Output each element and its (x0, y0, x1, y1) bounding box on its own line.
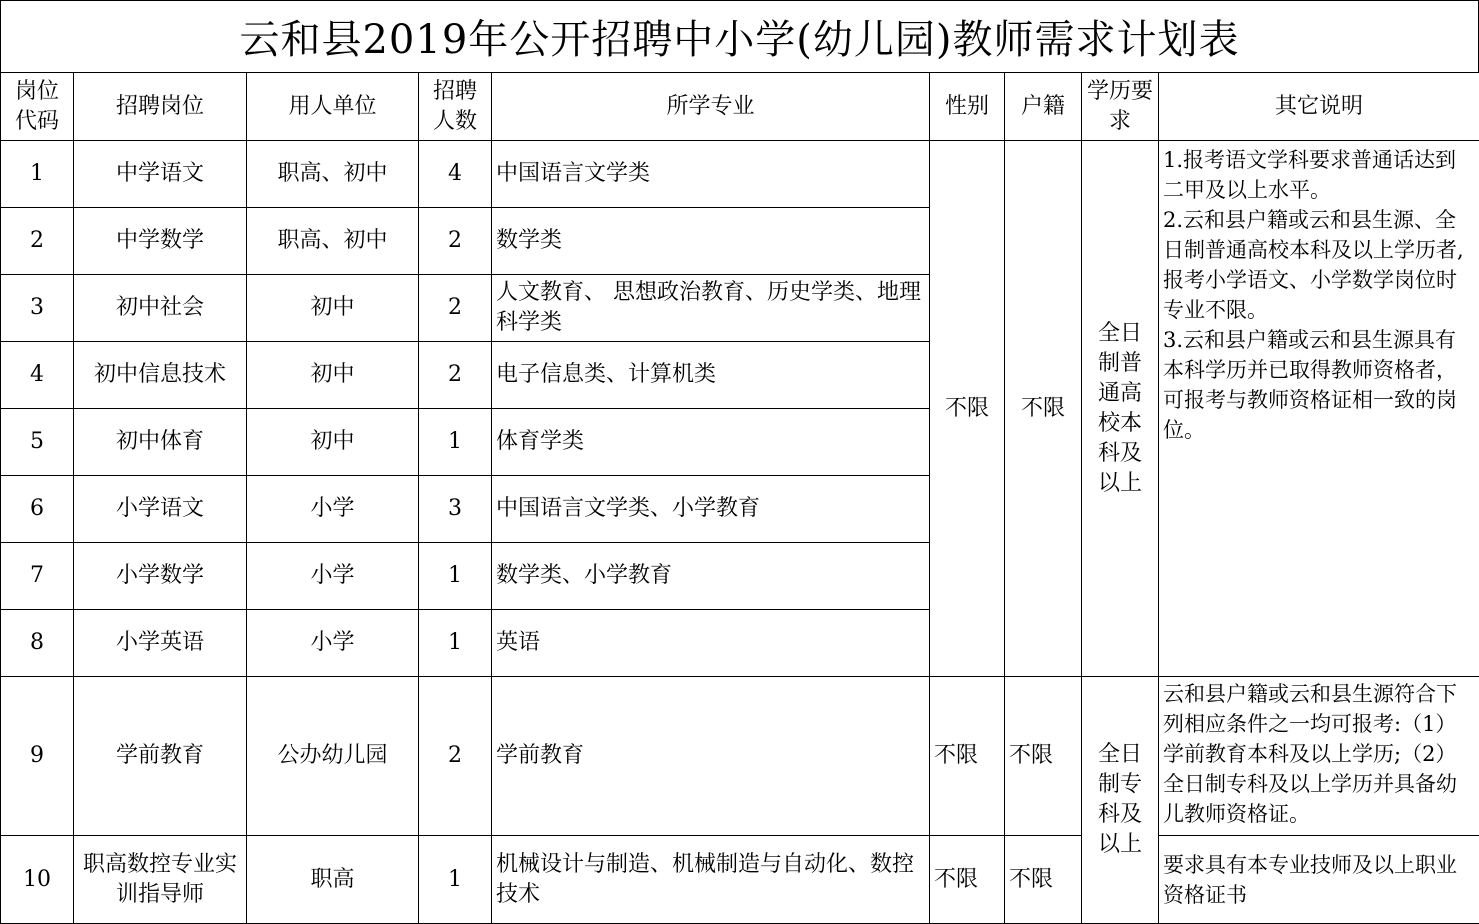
header-education: 学历要求 (1082, 73, 1159, 141)
recruitment-table (0, 72, 1479, 924)
table-row (1, 141, 1479, 208)
cell-education-group2: 全日制专科及以上 (1082, 677, 1159, 924)
header-major: 所学专业 (492, 73, 930, 141)
cell-code: 6 (1, 476, 74, 543)
cell-position: 小学语文 (74, 476, 247, 543)
cell-unit: 初中 (247, 275, 419, 342)
cell-count: 1 (419, 543, 492, 610)
cell-count: 1 (419, 610, 492, 677)
cell-major: 数学类 (492, 208, 930, 275)
cell-code: 8 (1, 610, 74, 677)
cell-code: 2 (1, 208, 74, 275)
cell-education-group1: 全日制普通高校本科及以上 (1082, 141, 1159, 677)
cell-position: 初中社会 (74, 275, 247, 342)
cell-code: 4 (1, 342, 74, 409)
cell-position: 小学数学 (74, 543, 247, 610)
cell-unit: 初中 (247, 342, 419, 409)
cell-hukou: 不限 (1005, 677, 1082, 836)
cell-code: 5 (1, 409, 74, 476)
cell-major: 学前教育 (492, 677, 930, 836)
cell-unit: 小学 (247, 610, 419, 677)
header-hukou: 户籍 (1005, 73, 1082, 141)
cell-major: 体育学类 (492, 409, 930, 476)
cell-count: 2 (419, 208, 492, 275)
cell-unit: 初中 (247, 409, 419, 476)
cell-major: 数学类、小学教育 (492, 543, 930, 610)
cell-unit: 小学 (247, 543, 419, 610)
page-title: 云和县2019年公开招聘中小学(幼儿园)教师需求计划表 (0, 0, 1479, 72)
cell-position: 中学语文 (74, 141, 247, 208)
cell-gender: 不限 (930, 677, 1005, 836)
cell-code: 7 (1, 543, 74, 610)
cell-code: 3 (1, 275, 74, 342)
header-gender: 性别 (930, 73, 1005, 141)
cell-gender-group1: 不限 (930, 141, 1005, 677)
cell-notes-row10: 要求具有本专业技师及以上职业资格证书 (1159, 836, 1479, 924)
cell-count: 3 (419, 476, 492, 543)
header-code: 岗位代码 (1, 73, 74, 141)
cell-unit: 职高 (247, 836, 419, 924)
cell-position: 中学数学 (74, 208, 247, 275)
cell-unit: 公办幼儿园 (247, 677, 419, 836)
header-unit: 用人单位 (247, 73, 419, 141)
cell-count: 1 (419, 409, 492, 476)
cell-code: 9 (1, 677, 74, 836)
cell-hukou: 不限 (1005, 836, 1082, 924)
cell-count: 2 (419, 342, 492, 409)
cell-code: 10 (1, 836, 74, 924)
header-count: 招聘人数 (419, 73, 492, 141)
cell-major: 人文教育、 思想政治教育、历史学类、地理科学类 (492, 275, 930, 342)
cell-gender: 不限 (930, 836, 1005, 924)
cell-notes-row9: 云和县户籍或云和县生源符合下列相应条件之一均可报考:（1）学前教育本科及以上学历;（2）全日制专科及以上学历并具备幼儿教师资格证。 (1159, 677, 1479, 836)
cell-position: 小学英语 (74, 610, 247, 677)
cell-major: 中国语言文学类 (492, 141, 930, 208)
table-row (1, 836, 1479, 924)
cell-unit: 小学 (247, 476, 419, 543)
cell-major: 机械设计与制造、机械制造与自动化、数控技术 (492, 836, 930, 924)
cell-count: 4 (419, 141, 492, 208)
cell-count: 2 (419, 275, 492, 342)
cell-notes-group1: 1.报考语文学科要求普通话达到二甲及以上水平。 2.云和县户籍或云和县生源、全日制普通高校本科及以上学历者,报考小学语文、小学数学岗位时专业不限。 3.云和县户籍或云和县生源具有本科学历并已取得教师资格者，可报考与教师资格证相一致的岗位。 (1159, 141, 1479, 677)
cell-position: 学前教育 (74, 677, 247, 836)
header-row (1, 73, 1479, 141)
cell-position: 初中体育 (74, 409, 247, 476)
cell-position: 初中信息技术 (74, 342, 247, 409)
cell-major: 电子信息类、计算机类 (492, 342, 930, 409)
cell-major: 中国语言文学类、小学教育 (492, 476, 930, 543)
cell-hukou-group1: 不限 (1005, 141, 1082, 677)
cell-code: 1 (1, 141, 74, 208)
cell-count: 1 (419, 836, 492, 924)
cell-unit: 职高、初中 (247, 141, 419, 208)
cell-unit: 职高、初中 (247, 208, 419, 275)
table-row (1, 677, 1479, 836)
header-notes: 其它说明 (1159, 73, 1479, 141)
cell-count: 2 (419, 677, 492, 836)
header-position: 招聘岗位 (74, 73, 247, 141)
cell-position: 职高数控专业实训指导师 (74, 836, 247, 924)
cell-major: 英语 (492, 610, 930, 677)
